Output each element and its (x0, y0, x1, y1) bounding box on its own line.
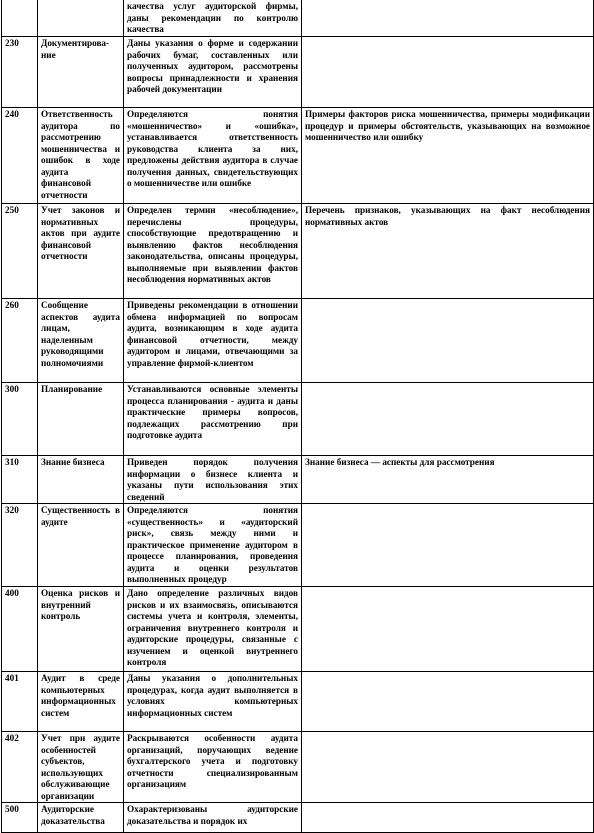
standard-appendix (302, 587, 594, 672)
standard-code: 402 (2, 732, 38, 803)
table-row (2, 732, 594, 803)
standard-appendix (302, 299, 594, 383)
standard-appendix: Перечень признаков, указывающих на факт несоблюдения нормативных актов (302, 204, 594, 299)
table-row (2, 456, 594, 504)
standard-name: Документирование (38, 37, 124, 108)
standard-description: Устанавливаются основные элементы процесса планирования - аудита и даны практические примеры вопросов, подлежащих рассмотрению при подготовке аудита (124, 383, 302, 456)
standard-name: Знание бизнеса (38, 456, 124, 504)
standard-code: 400 (2, 587, 38, 672)
standard-description: Дано определение различных видов рисков и их взаимосвязь, описываются системы учета и контроля, элементы, ограничения внутреннего контроля и аудиторские процедуры, связанные с изучением и оценкой внутреннего контроля (124, 587, 302, 672)
standard-code: 401 (2, 672, 38, 732)
table-row (2, 672, 594, 732)
standard-description: Даны указания о дополнительных процедурах, когда аудит выполняется в условиях компьютерных информационных систем (124, 672, 302, 732)
standard-description: Раскрываются особенности аудита организаций, поручающих ведение бухгалтерского учета и подготовку отчетности специализированным организациям (124, 732, 302, 803)
standard-code: 240 (2, 108, 38, 204)
standard-appendix (302, 383, 594, 456)
standard-appendix (302, 37, 594, 108)
standard-name (38, 0, 124, 37)
standard-code: 260 (2, 299, 38, 383)
standard-description: качества услуг аудиторской фирмы, даны рекомендации по контролю качества (124, 0, 302, 37)
table-row (2, 0, 594, 37)
standard-name: Аудиторские доказательства (38, 803, 124, 833)
standard-code: 320 (2, 504, 38, 587)
standard-code: 500 (2, 803, 38, 833)
standards-table (1, 0, 594, 833)
standard-description: Определяются понятия «мошенничество» и «ошибка», устанавливается ответственность руководства клиента за них, предложены действия аудитора в случае получения данных, свидетельствующих о мошенничестве или ошибке (124, 108, 302, 204)
standard-code: 250 (2, 204, 38, 299)
standard-name: Учет при аудите особенностей субъектов, использующих обслуживающие организации (38, 732, 124, 803)
table-row (2, 37, 594, 108)
standards-table-body (2, 0, 594, 833)
standard-description: Даны указания о форме и содержании рабочих бумаг, составленных или полученных аудитором, рассмотрены вопросы принадлежности и хранения рабочей документации (124, 37, 302, 108)
standard-description: Определяются понятия «существенность» и «аудиторский риск», связь между ними и практическое применение аудитором в процессе планирования, проведения аудита и оценки результатов выполненных процедур (124, 504, 302, 587)
standard-description: Приведен порядок получения информации о бизнесе клиента и указаны пути использования этих сведений (124, 456, 302, 504)
standard-code: 230 (2, 37, 38, 108)
standard-code (2, 0, 38, 37)
table-row (2, 383, 594, 456)
standard-name: Существенность в аудите (38, 504, 124, 587)
standard-appendix (302, 732, 594, 803)
table-row (2, 299, 594, 383)
standard-name: Аудит в среде компьютерных информационных систем (38, 672, 124, 732)
table-row (2, 504, 594, 587)
table-row (2, 587, 594, 672)
standard-appendix: Примеры факторов риска мошенничества, примеры модификации процедур и примеры обстоятельств, указывающих на возможное мошенничество или ошибку (302, 108, 594, 204)
standard-appendix (302, 504, 594, 587)
table-row (2, 108, 594, 204)
standard-name: Оценка рисков и внутренний контроль (38, 587, 124, 672)
standard-description: Охарактеризованы аудиторские доказательства и порядок их (124, 803, 302, 833)
table-row (2, 204, 594, 299)
standard-appendix (302, 672, 594, 732)
standard-appendix (302, 0, 594, 37)
standard-name: Учет законов и нормативных актов при аудите финансовой отчетности (38, 204, 124, 299)
standard-code: 300 (2, 383, 38, 456)
standard-name: Сообщение аспектов аудита лицам, наделенным руководящими полномочиями (38, 299, 124, 383)
standard-appendix (302, 803, 594, 833)
standard-name: Ответственность аудитора по рассмотрению мошенничества и ошибок в ходе аудита финансовой отчетности (38, 108, 124, 204)
standard-description: Приведены рекомендации в отношении обмена информацией по вопросам аудита, возникающим в ходе аудита финансовой отчетности, между аудитором и лицами, отвечающими за управление фирмой-клиентом (124, 299, 302, 383)
standard-name: Планирование (38, 383, 124, 456)
standard-code: 310 (2, 456, 38, 504)
standard-description: Определен термин «несоблюдение», перечислены процедуры, способствующие предотвращению и выявлению фактов несоблюдения законодательства, описаны процедуры, выполняемые при выявлении фактов несоблюдения нормативных актов (124, 204, 302, 299)
standard-appendix: Знание бизнеса — аспекты для рассмотрения (302, 456, 594, 504)
table-row (2, 803, 594, 833)
